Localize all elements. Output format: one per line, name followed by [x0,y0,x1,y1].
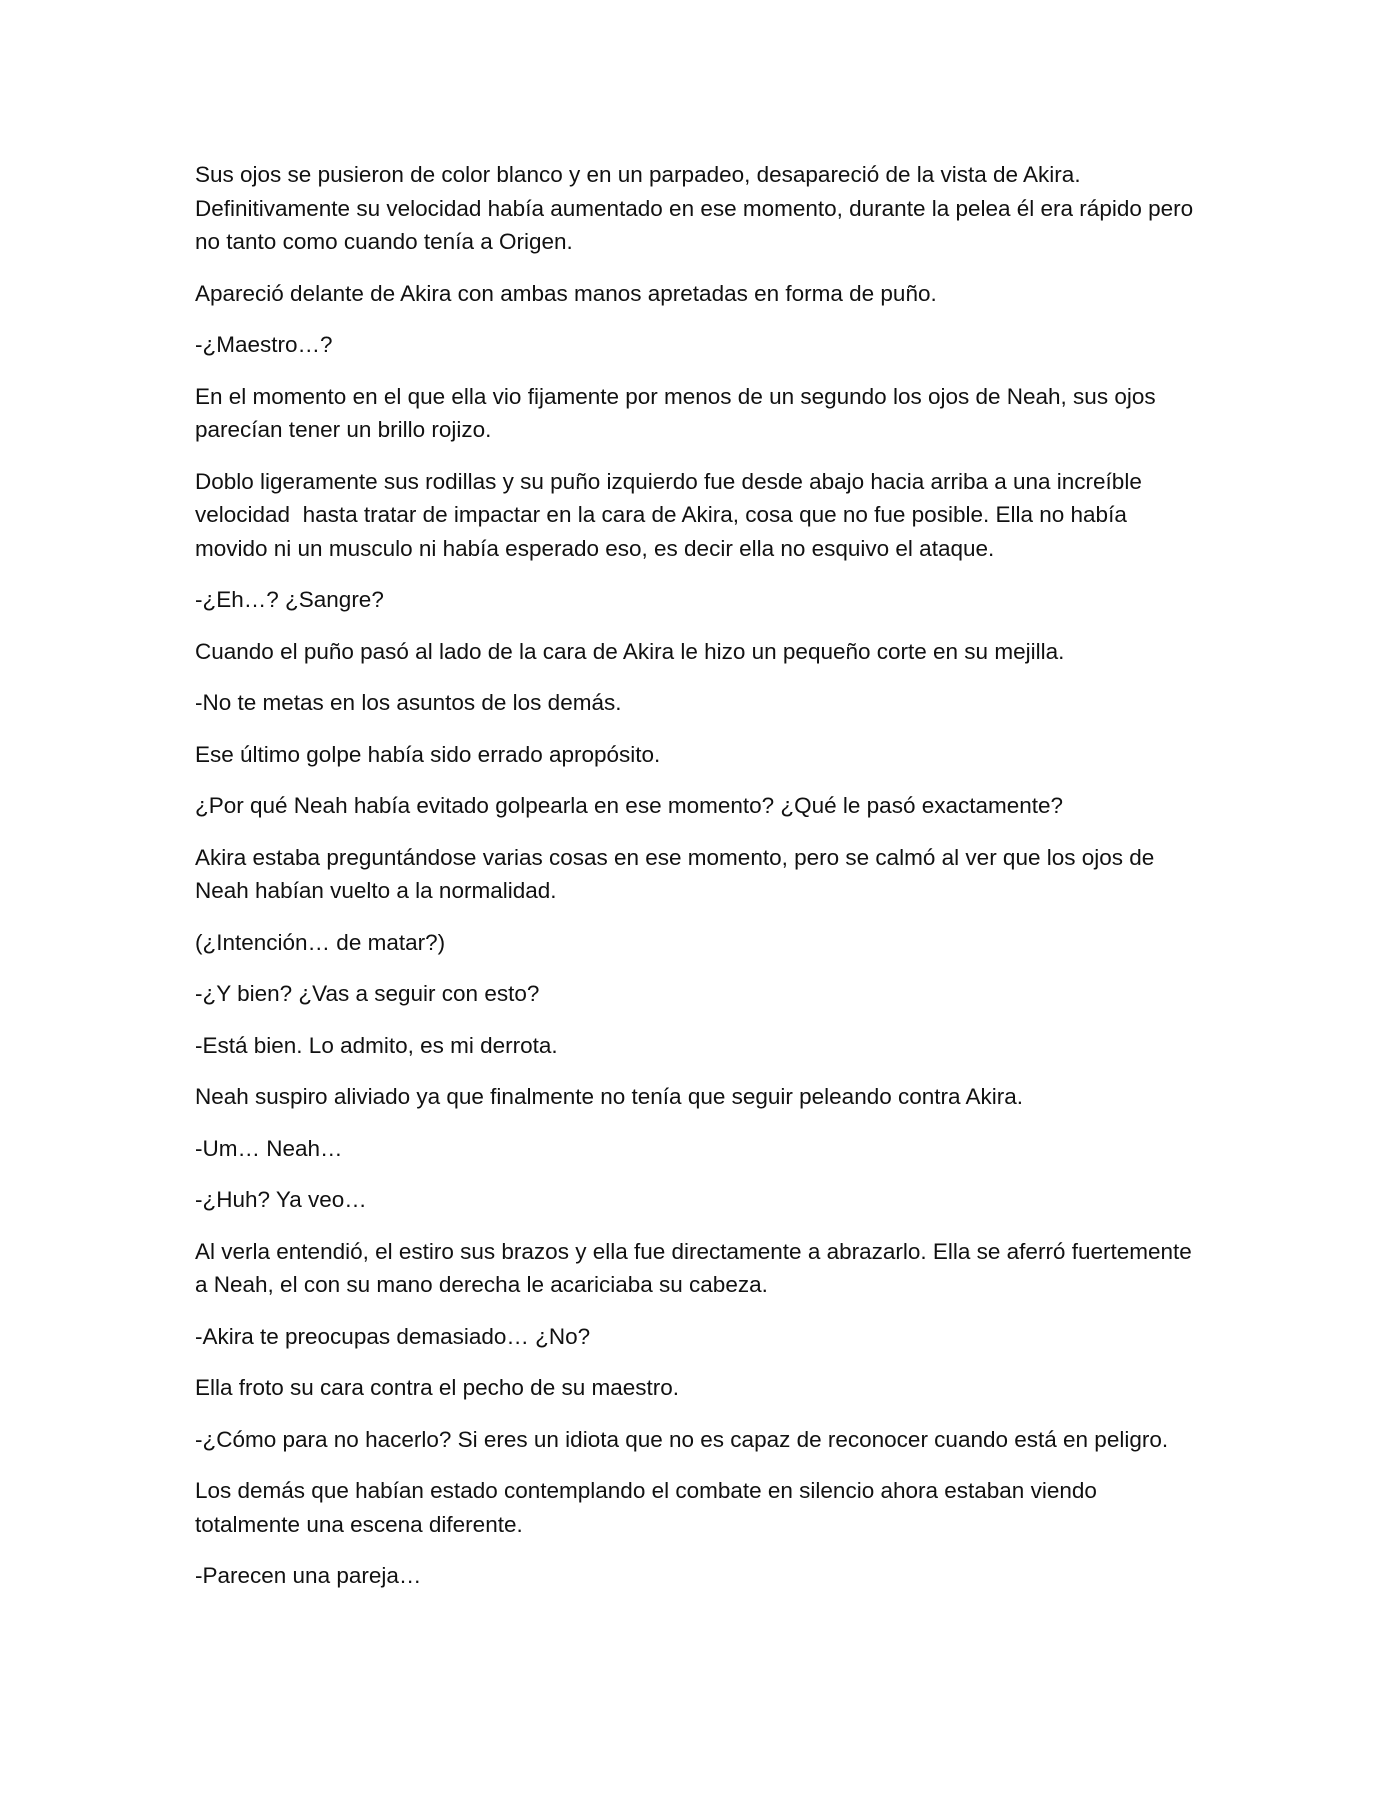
paragraph-4: En el momento en el que ella vio fijamente por menos de un segundo los ojos de Neah, sus ojos parecían tener un brillo rojizo. [195,383,1162,442]
paragraph-3: -¿Maestro…? [195,332,333,357]
paragraph-18: Al verla entendió, el estiro sus brazos y ella fue directamente a abrazarlo. Ella se aferró fuertemente a Neah, el con su mano derecha le acariciaba su cabeza. [195,1238,1199,1297]
paragraph-20: Ella froto su cara contra el pecho de su maestro. [195,1375,680,1400]
paragraph-15: Neah suspiro aliviado ya que finalmente no tenía que seguir peleando contra Akira. [195,1084,1024,1109]
paragraph-21: -¿Cómo para no hacerlo? Si eres un idiota que no es capaz de reconocer cuando está en peligro. [195,1426,1169,1452]
paragraph-8: -No te metas en los asuntos de los demás. [195,690,622,715]
paragraph-7: Cuando el puño pasó al lado de la cara de Akira le hizo un pequeño corte en su mejilla. [195,638,1065,664]
paragraph-19: -Akira te preocupas demasiado… ¿No? [195,1323,591,1349]
document-body [195,158,1205,1611]
paragraph-6: -¿Eh…? ¿Sangre? [195,587,384,612]
paragraph-14: -Está bien. Lo admito, es mi derrota. [195,1032,558,1058]
paragraph-13: -¿Y bien? ¿Vas a seguir con esto? [195,981,540,1006]
paragraph-1: Sus ojos se pusieron de color blanco y en un parpadeo, desapareció de la vista de Akira. Definitivamente su velocidad había aumentado en ese momento, durante la pelea él era rápido pero no tanto como cuando tenía a Origen. [195,162,1200,254]
paragraph-2: Apareció delante de Akira con ambas manos apretadas en forma de puño. [195,280,937,306]
paragraph-22: Los demás que habían estado contemplando el combate en silencio ahora estaban viendo totalmente una escena diferente. [195,1478,1104,1537]
paragraph-10: ¿Por qué Neah había evitado golpearla en ese momento? ¿Qué le pasó exactamente? [195,793,1064,818]
paragraph-16: -Um… Neah… [195,1135,343,1161]
paragraph-23: -Parecen una pareja… [195,1563,422,1588]
paragraph-9: Ese último golpe había sido errado apropósito. [195,741,661,767]
paragraph-12: (¿Intención… de matar?) [195,929,446,955]
paragraph-5: Doblo ligeramente sus rodillas y su puño izquierdo fue desde abajo hacia arriba a una increíble velocidad hasta tratar de impactar en la cara de Akira, cosa que no fue posible. Ella no había movido ni un musculo ni había esperado eso, es decir ella no esquivo el ataque. [195,468,1149,561]
paragraph-17: -¿Huh? Ya veo… [195,1187,367,1212]
paragraph-11: Akira estaba preguntándose varias cosas en ese momento, pero se calmó al ver que los ojos de Neah habían vuelto a la normalidad. [195,844,1161,903]
